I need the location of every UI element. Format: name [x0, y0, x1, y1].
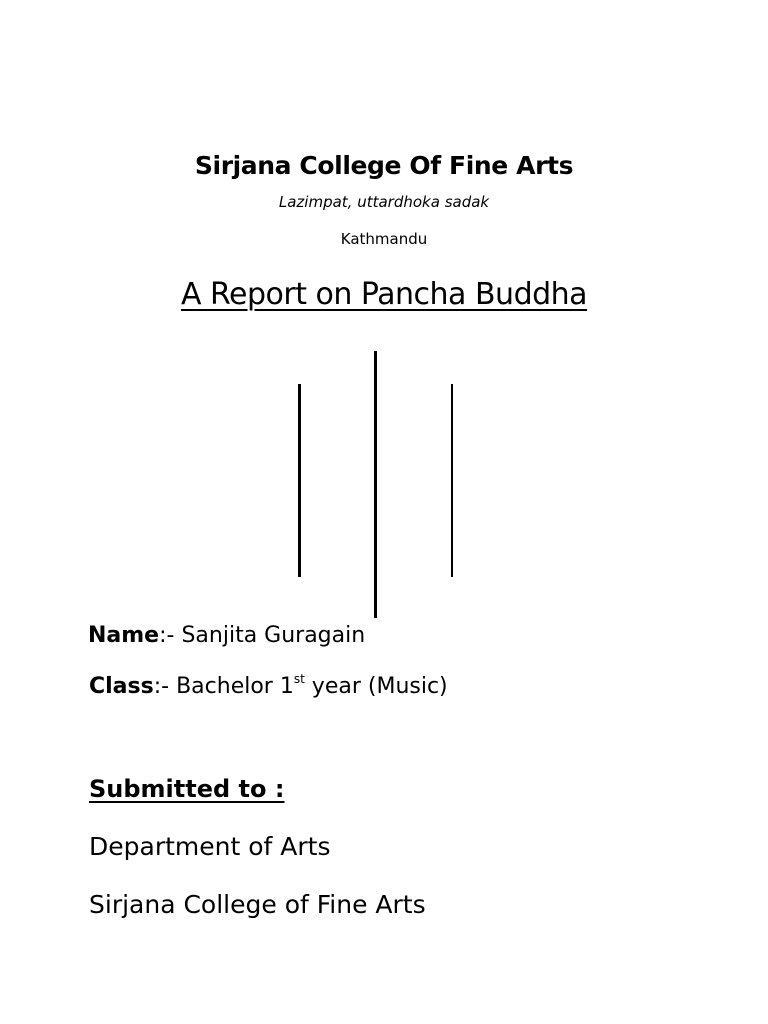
student-class-row: [89, 674, 448, 699]
submitted-to-heading: [89, 775, 284, 803]
class-value-suffix: year (Music): [304, 674, 448, 699]
class-separator: :-: [153, 674, 177, 699]
name-separator: :-: [159, 623, 182, 648]
student-name-row: [88, 623, 365, 648]
college-name: Sirjana College Of Fine Arts: [194, 151, 574, 180]
college-city: Kathmandu: [340, 230, 428, 248]
class-value-superscript: st: [293, 672, 305, 686]
submitted-to-text: Submitted to :: [89, 775, 285, 803]
decorative-line-left: [298, 384, 301, 577]
report-title: [0, 277, 768, 312]
report-title-text: A Report on Pancha Buddha: [180, 277, 588, 312]
class-label: Class: [89, 674, 154, 699]
name-value: Sanjita Guragain: [181, 623, 366, 648]
class-value-prefix: Bachelor 1: [176, 674, 294, 699]
college-address: Lazimpat, uttardhoka sadak: [278, 193, 490, 211]
name-label: Name: [88, 623, 160, 648]
institution-name: Sirjana College of Fine Arts: [89, 890, 426, 919]
department-name: Department of Arts: [89, 832, 331, 861]
decorative-line-right: [451, 384, 453, 577]
decorative-line-center: [374, 351, 377, 618]
